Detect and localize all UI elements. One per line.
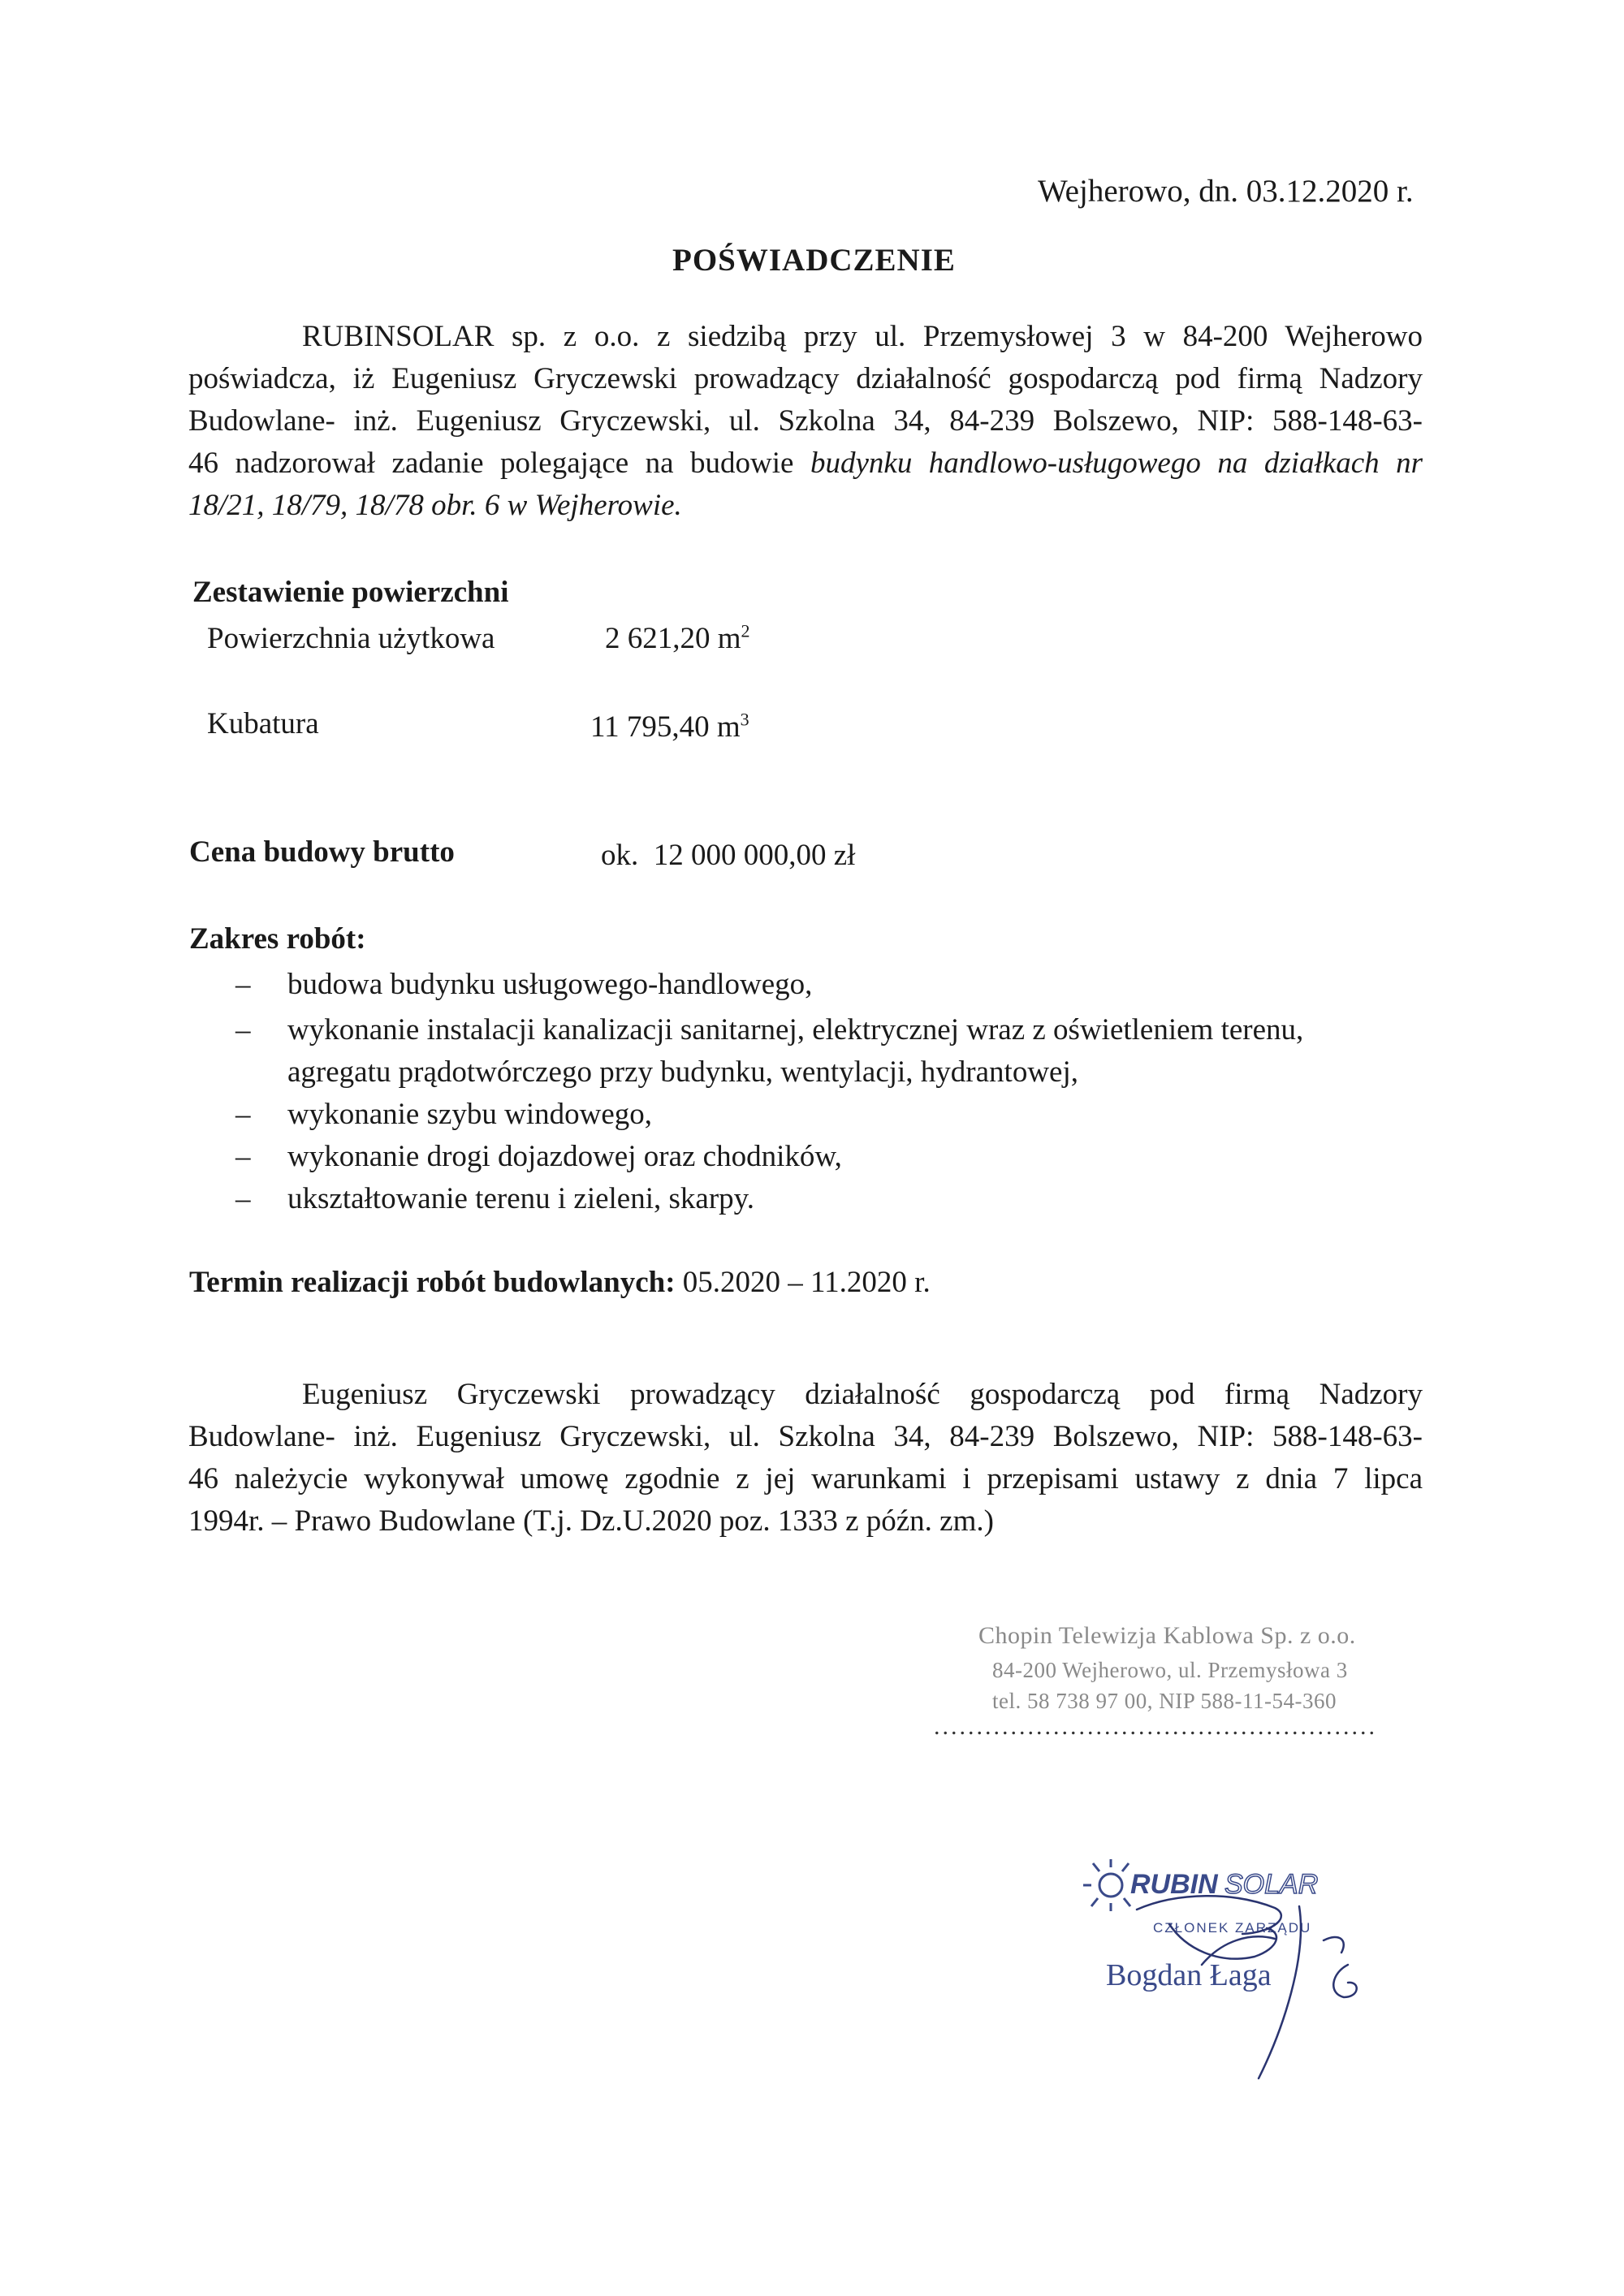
intro-line-3: Budowlane- inż. Eugeniusz Gryczewski, ul. Szkolna 34, 84-239 Bolszewo, NIP: 588-148-63- bbox=[188, 404, 1423, 438]
scope-item-dash: – bbox=[235, 1013, 251, 1047]
volume-exponent: 3 bbox=[740, 709, 749, 730]
closing-line-1: Eugeniusz Gryczewski prowadzący działalność gospodarczą pod firmą Nadzory bbox=[302, 1378, 1423, 1411]
closing-line-3: 46 należycie wykonywał umowę zgodnie z jej warunkami i przepisami ustawy z dnia 7 lipca bbox=[188, 1462, 1423, 1495]
scope-item-dash: – bbox=[235, 1182, 251, 1215]
scope-item-dash: – bbox=[235, 1140, 251, 1173]
scope-item-dash: – bbox=[235, 1098, 251, 1131]
intro-line-5-italic: 18/21, 18/79, 18/78 obr. 6 w Wejherowie. bbox=[188, 489, 682, 522]
scope-item-text: wykonanie drogi dojazdowej oraz chodników, bbox=[287, 1140, 842, 1173]
volume-value bbox=[590, 706, 749, 749]
closing-line-2: Budowlane- inż. Eugeniusz Gryczewski, ul. Szkolna 34, 84-239 Bolszewo, NIP: 588-148-63- bbox=[188, 1420, 1423, 1453]
intro-line-4-italic: budynku handlowo-usługowego na działkach nr bbox=[810, 447, 1423, 480]
scope-item-text: ukształtowanie terenu i zieleni, skarpy. bbox=[287, 1182, 754, 1215]
scope-item-text: agregatu prądotwórczego przy budynku, wentylacji, hydrantowej, bbox=[287, 1055, 1078, 1089]
volume-number: 11 795,40 m bbox=[590, 710, 741, 744]
usable-area-exponent: 2 bbox=[741, 620, 750, 641]
cost-label: Cena budowy brutto bbox=[189, 835, 455, 869]
stamp-address: 84-200 Wejherowo, ul. Przemysłowa 3 bbox=[992, 1658, 1348, 1682]
scope-heading: Zakres robót: bbox=[189, 922, 366, 956]
intro-line-1: RUBINSOLAR sp. z o.o. z siedzibą przy ul. Przemysłowej 3 w 84-200 Wejherowo bbox=[302, 320, 1423, 353]
term-line bbox=[189, 1262, 931, 1304]
term-value: 05.2020 – 11.2020 r. bbox=[675, 1266, 931, 1299]
intro-paragraph bbox=[188, 316, 1423, 527]
svg-text:CZŁONEK ZARZĄDU: CZŁONEK ZARZĄDU bbox=[1153, 1920, 1312, 1936]
document-title: POŚWIADCZENIE bbox=[672, 243, 956, 278]
scope-item-text: wykonanie instalacji kanalizacji sanitarnej, elektrycznej wraz z oświetleniem terenu, bbox=[287, 1013, 1304, 1047]
closing-line-4: 1994r. – Prawo Budowlane (T.j. Dz.U.2020 poz. 1333 z późn. zm.) bbox=[188, 1504, 994, 1538]
signature-dotted-line: .................................................... bbox=[934, 1713, 1377, 1740]
intro-line-2: poświadcza, iż Eugeniusz Gryczewski prowadzący działalność gospodarczą pod firmą Nadzory bbox=[188, 362, 1423, 395]
signature-stamp bbox=[1080, 1843, 1421, 2119]
intro-line-4 bbox=[188, 442, 1423, 485]
scope-item-dash: – bbox=[235, 968, 251, 1001]
usable-area-label: Powierzchnia użytkowa bbox=[207, 622, 495, 655]
usable-area-value bbox=[605, 618, 750, 660]
stamp-company-name: Chopin Telewizja Kablowa Sp. z o.o. bbox=[978, 1622, 1356, 1649]
term-label: Termin realizacji robót budowlanych: bbox=[189, 1266, 676, 1299]
svg-text:RUBIN: RUBIN bbox=[1130, 1869, 1218, 1900]
usable-area-number: 2 621,20 m bbox=[605, 622, 741, 655]
rubinsolar-logo-icon bbox=[1080, 1843, 1421, 2119]
scope-item-text: budowa budynku usługowego-handlowego, bbox=[287, 968, 813, 1001]
intro-line-5 bbox=[188, 485, 1423, 527]
svg-text:SOLAR: SOLAR bbox=[1224, 1869, 1319, 1900]
closing-paragraph bbox=[188, 1374, 1423, 1543]
scope-item-text: wykonanie szybu windowego, bbox=[287, 1098, 653, 1131]
stamp-contact: tel. 58 738 97 00, NIP 588-11-54-360 bbox=[992, 1689, 1337, 1713]
document-date: Wejherowo, dn. 03.12.2020 r. bbox=[1038, 174, 1414, 209]
svg-text:Bogdan Łaga: Bogdan Łaga bbox=[1106, 1958, 1272, 1992]
intro-line-4-plain: 46 nadzorował zadanie polegające na budowie bbox=[188, 447, 810, 480]
cost-value: ok. 12 000 000,00 zł bbox=[601, 839, 856, 872]
area-heading: Zestawienie powierzchni bbox=[192, 576, 509, 609]
volume-label: Kubatura bbox=[207, 707, 319, 740]
